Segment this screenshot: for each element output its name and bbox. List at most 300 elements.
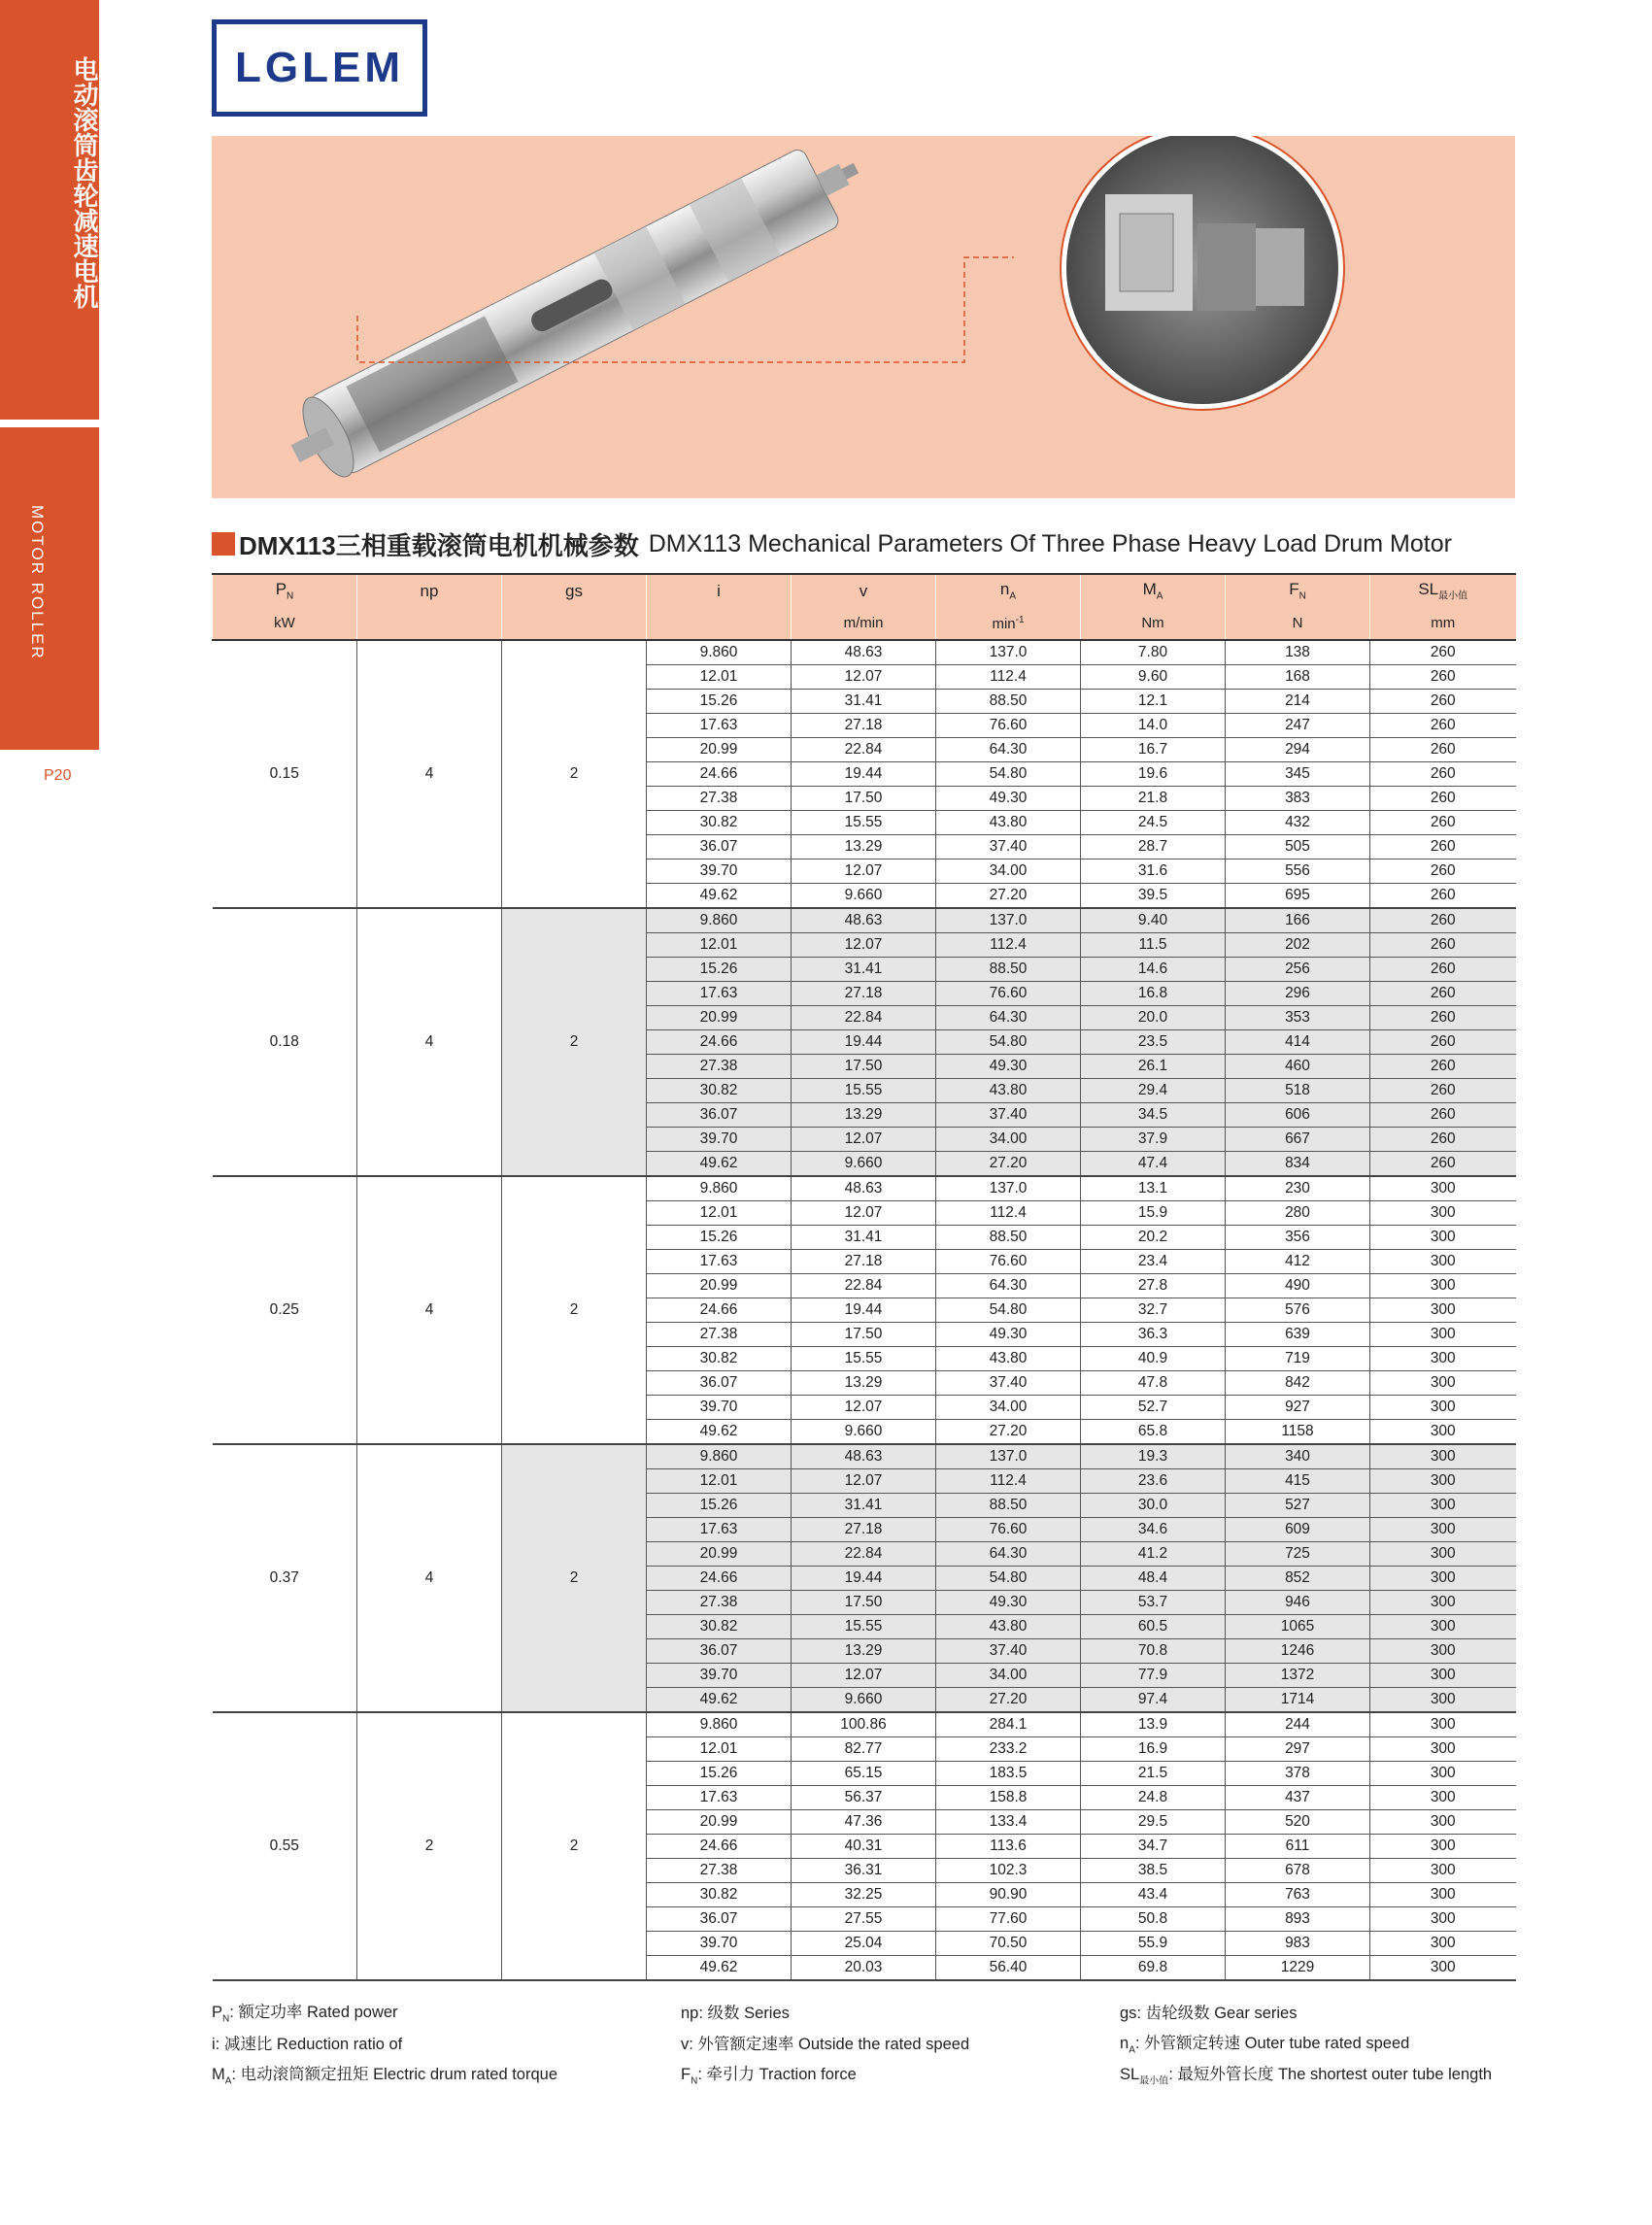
force-cell: 244 bbox=[1226, 1712, 1370, 1737]
torque-cell: 97.4 bbox=[1081, 1688, 1226, 1713]
force-cell: 353 bbox=[1226, 1006, 1370, 1030]
ratio-cell: 27.38 bbox=[647, 1323, 792, 1347]
ratio-cell: 39.70 bbox=[647, 1932, 792, 1956]
torque-cell: 16.8 bbox=[1081, 982, 1226, 1006]
torque-cell: 30.0 bbox=[1081, 1494, 1226, 1518]
rpm-cell: 37.40 bbox=[936, 835, 1081, 860]
rpm-cell: 43.80 bbox=[936, 1347, 1081, 1371]
torque-cell: 40.9 bbox=[1081, 1347, 1226, 1371]
speed-cell: 15.55 bbox=[792, 1347, 936, 1371]
rpm-cell: 54.80 bbox=[936, 1030, 1081, 1055]
ratio-cell: 9.860 bbox=[647, 640, 792, 665]
ratio-cell: 30.82 bbox=[647, 811, 792, 835]
rpm-cell: 137.0 bbox=[936, 1176, 1081, 1201]
rpm-cell: 56.40 bbox=[936, 1956, 1081, 1981]
force-cell: 834 bbox=[1226, 1152, 1370, 1177]
torque-cell: 53.7 bbox=[1081, 1591, 1226, 1615]
rpm-cell: 64.30 bbox=[936, 738, 1081, 762]
force-cell: 1714 bbox=[1226, 1688, 1370, 1713]
group-power-cell: 0.15 bbox=[213, 640, 357, 908]
torque-cell: 20.0 bbox=[1081, 1006, 1226, 1030]
torque-cell: 28.7 bbox=[1081, 835, 1226, 860]
torque-cell: 20.2 bbox=[1081, 1226, 1226, 1250]
force-cell: 852 bbox=[1226, 1567, 1370, 1591]
torque-cell: 29.5 bbox=[1081, 1810, 1226, 1835]
ratio-cell: 27.38 bbox=[647, 1591, 792, 1615]
ratio-cell: 39.70 bbox=[647, 1664, 792, 1688]
speed-cell: 31.41 bbox=[792, 1494, 936, 1518]
min-length-cell: 300 bbox=[1370, 1932, 1516, 1956]
min-length-cell: 300 bbox=[1370, 1737, 1516, 1762]
min-length-cell: 300 bbox=[1370, 1396, 1516, 1420]
ratio-cell: 39.70 bbox=[647, 1396, 792, 1420]
ratio-cell: 24.66 bbox=[647, 1030, 792, 1055]
header-fn: $F_N$ bbox=[1226, 574, 1370, 607]
unit-fn: N bbox=[1226, 607, 1370, 640]
rpm-cell: 64.30 bbox=[936, 1274, 1081, 1298]
force-cell: 166 bbox=[1226, 908, 1370, 933]
force-cell: 168 bbox=[1226, 665, 1370, 690]
legend-ma: $M_A$: 电动滚筒额定扭矩 Electric drum rated torque bbox=[212, 2065, 558, 2087]
min-length-cell: 300 bbox=[1370, 1907, 1516, 1932]
rpm-cell: 49.30 bbox=[936, 1591, 1081, 1615]
speed-cell: 20.03 bbox=[792, 1956, 936, 1981]
min-length-cell: 300 bbox=[1370, 1371, 1516, 1396]
rpm-cell: 54.80 bbox=[936, 1298, 1081, 1323]
unit-v: m/min bbox=[792, 607, 936, 640]
force-cell: 296 bbox=[1226, 982, 1370, 1006]
rpm-cell: 54.80 bbox=[936, 762, 1081, 787]
min-length-cell: 260 bbox=[1370, 640, 1516, 665]
ratio-cell: 24.66 bbox=[647, 1298, 792, 1323]
group-gear-stages-cell: 2 bbox=[502, 908, 647, 1176]
header-gs: gs bbox=[502, 574, 647, 607]
speed-cell: 19.44 bbox=[792, 762, 936, 787]
legend-i: i: 减速比 Reduction ratio of bbox=[212, 2036, 403, 2053]
speed-cell: 9.660 bbox=[792, 884, 936, 909]
ratio-cell: 27.38 bbox=[647, 1859, 792, 1883]
header-na: $n_A$ bbox=[936, 574, 1081, 607]
rpm-cell: 137.0 bbox=[936, 1444, 1081, 1469]
rpm-cell: 34.00 bbox=[936, 1128, 1081, 1152]
speed-cell: 17.50 bbox=[792, 787, 936, 811]
sidebar-english-title: MOTOR ROLLER bbox=[28, 505, 47, 660]
speed-cell: 25.04 bbox=[792, 1932, 936, 1956]
force-cell: 983 bbox=[1226, 1932, 1370, 1956]
min-length-cell: 260 bbox=[1370, 982, 1516, 1006]
group-gear-stages-cell: 2 bbox=[502, 1712, 647, 1980]
ratio-cell: 24.66 bbox=[647, 1835, 792, 1859]
legend-row bbox=[212, 1996, 1515, 2027]
force-cell: 946 bbox=[1226, 1591, 1370, 1615]
ratio-cell: 27.38 bbox=[647, 1055, 792, 1079]
speed-cell: 22.84 bbox=[792, 1542, 936, 1567]
unit-gs bbox=[502, 607, 647, 640]
min-length-cell: 300 bbox=[1370, 1250, 1516, 1274]
ratio-cell: 12.01 bbox=[647, 933, 792, 958]
speed-cell: 12.07 bbox=[792, 1664, 936, 1688]
force-cell: 606 bbox=[1226, 1103, 1370, 1128]
torque-cell: 47.8 bbox=[1081, 1371, 1226, 1396]
legend-np: np: 级数 Series bbox=[681, 2005, 790, 2022]
ratio-cell: 24.66 bbox=[647, 1567, 792, 1591]
min-length-cell: 260 bbox=[1370, 787, 1516, 811]
ratio-cell: 24.66 bbox=[647, 762, 792, 787]
min-length-cell: 300 bbox=[1370, 1591, 1516, 1615]
min-length-cell: 260 bbox=[1370, 884, 1516, 909]
min-length-cell: 300 bbox=[1370, 1835, 1516, 1859]
force-cell: 294 bbox=[1226, 738, 1370, 762]
rpm-cell: 37.40 bbox=[936, 1371, 1081, 1396]
speed-cell: 12.07 bbox=[792, 1396, 936, 1420]
speed-cell: 15.55 bbox=[792, 1079, 936, 1103]
header-pn: $P_N$ bbox=[213, 574, 357, 607]
force-cell: 256 bbox=[1226, 958, 1370, 982]
rpm-cell: 43.80 bbox=[936, 1079, 1081, 1103]
torque-cell: 34.6 bbox=[1081, 1518, 1226, 1542]
force-cell: 927 bbox=[1226, 1396, 1370, 1420]
min-length-cell: 260 bbox=[1370, 908, 1516, 933]
force-cell: 611 bbox=[1226, 1835, 1370, 1859]
min-length-cell: 260 bbox=[1370, 738, 1516, 762]
min-length-cell: 260 bbox=[1370, 1128, 1516, 1152]
torque-cell: 14.0 bbox=[1081, 714, 1226, 738]
force-cell: 297 bbox=[1226, 1737, 1370, 1762]
torque-cell: 24.5 bbox=[1081, 811, 1226, 835]
rpm-cell: 137.0 bbox=[936, 908, 1081, 933]
group-poles-cell: 4 bbox=[357, 1176, 502, 1444]
torque-cell: 70.8 bbox=[1081, 1639, 1226, 1664]
brand-logo-text: LGLEM bbox=[235, 44, 404, 91]
speed-cell: 13.29 bbox=[792, 1371, 936, 1396]
torque-cell: 23.4 bbox=[1081, 1250, 1226, 1274]
min-length-cell: 300 bbox=[1370, 1615, 1516, 1639]
min-length-cell: 300 bbox=[1370, 1762, 1516, 1786]
force-cell: 678 bbox=[1226, 1859, 1370, 1883]
speed-cell: 100.86 bbox=[792, 1712, 936, 1737]
force-cell: 639 bbox=[1226, 1323, 1370, 1347]
force-cell: 518 bbox=[1226, 1079, 1370, 1103]
force-cell: 719 bbox=[1226, 1347, 1370, 1371]
speed-cell: 12.07 bbox=[792, 933, 936, 958]
min-length-cell: 300 bbox=[1370, 1542, 1516, 1567]
ratio-cell: 30.82 bbox=[647, 1347, 792, 1371]
min-length-cell: 260 bbox=[1370, 1079, 1516, 1103]
force-cell: 763 bbox=[1226, 1883, 1370, 1907]
unit-ma: Nm bbox=[1081, 607, 1226, 640]
legend-sl: $SL_{最小值}$: 最短外管长度 The shortest outer tube length bbox=[1120, 2065, 1493, 2087]
ratio-cell: 36.07 bbox=[647, 835, 792, 860]
min-length-cell: 300 bbox=[1370, 1444, 1516, 1469]
header-i: i bbox=[647, 574, 792, 607]
force-cell: 138 bbox=[1226, 640, 1370, 665]
force-cell: 280 bbox=[1226, 1201, 1370, 1226]
speed-cell: 56.37 bbox=[792, 1786, 936, 1810]
rpm-cell: 112.4 bbox=[936, 665, 1081, 690]
ratio-cell: 49.62 bbox=[647, 1688, 792, 1713]
ratio-cell: 15.26 bbox=[647, 1226, 792, 1250]
ratio-cell: 36.07 bbox=[647, 1639, 792, 1664]
force-cell: 247 bbox=[1226, 714, 1370, 738]
rpm-cell: 112.4 bbox=[936, 933, 1081, 958]
torque-cell: 16.7 bbox=[1081, 738, 1226, 762]
unit-np bbox=[357, 607, 502, 640]
min-length-cell: 260 bbox=[1370, 860, 1516, 884]
torque-cell: 41.2 bbox=[1081, 1542, 1226, 1567]
speed-cell: 15.55 bbox=[792, 811, 936, 835]
group-gear-stages-cell: 2 bbox=[502, 1176, 647, 1444]
torque-cell: 14.6 bbox=[1081, 958, 1226, 982]
rpm-cell: 37.40 bbox=[936, 1639, 1081, 1664]
torque-cell: 48.4 bbox=[1081, 1567, 1226, 1591]
legend-v: v: 外管额定速率 Outside the rated speed bbox=[681, 2036, 970, 2053]
section-heading bbox=[212, 526, 1452, 561]
rpm-cell: 137.0 bbox=[936, 640, 1081, 665]
force-cell: 415 bbox=[1226, 1469, 1370, 1494]
torque-cell: 39.5 bbox=[1081, 884, 1226, 909]
speed-cell: 22.84 bbox=[792, 738, 936, 762]
torque-cell: 31.6 bbox=[1081, 860, 1226, 884]
force-cell: 725 bbox=[1226, 1542, 1370, 1567]
speed-cell: 12.07 bbox=[792, 1128, 936, 1152]
speed-cell: 12.07 bbox=[792, 665, 936, 690]
legend-row bbox=[212, 2027, 1515, 2058]
torque-cell: 21.5 bbox=[1081, 1762, 1226, 1786]
rpm-cell: 27.20 bbox=[936, 884, 1081, 909]
rpm-cell: 76.60 bbox=[936, 1518, 1081, 1542]
ratio-cell: 9.860 bbox=[647, 1712, 792, 1737]
header-symbol-row bbox=[213, 574, 1516, 607]
min-length-cell: 300 bbox=[1370, 1859, 1516, 1883]
ratio-cell: 39.70 bbox=[647, 860, 792, 884]
unit-pn: kW bbox=[213, 607, 357, 640]
rpm-cell: 70.50 bbox=[936, 1932, 1081, 1956]
speed-cell: 27.18 bbox=[792, 982, 936, 1006]
force-cell: 437 bbox=[1226, 1786, 1370, 1810]
speed-cell: 17.50 bbox=[792, 1055, 936, 1079]
group-power-cell: 0.25 bbox=[213, 1176, 357, 1444]
ratio-cell: 27.38 bbox=[647, 787, 792, 811]
rpm-cell: 34.00 bbox=[936, 860, 1081, 884]
group-power-cell: 0.37 bbox=[213, 1444, 357, 1712]
torque-cell: 13.9 bbox=[1081, 1712, 1226, 1737]
speed-cell: 13.29 bbox=[792, 1103, 936, 1128]
min-length-cell: 300 bbox=[1370, 1226, 1516, 1250]
force-cell: 520 bbox=[1226, 1810, 1370, 1835]
speed-cell: 48.63 bbox=[792, 640, 936, 665]
min-length-cell: 300 bbox=[1370, 1664, 1516, 1688]
product-hero-image bbox=[212, 136, 1515, 498]
force-cell: 1065 bbox=[1226, 1615, 1370, 1639]
rpm-cell: 90.90 bbox=[936, 1883, 1081, 1907]
ratio-cell: 20.99 bbox=[647, 738, 792, 762]
brand-logo bbox=[212, 19, 427, 117]
torque-cell: 50.8 bbox=[1081, 1907, 1226, 1932]
speed-cell: 31.41 bbox=[792, 1226, 936, 1250]
force-cell: 414 bbox=[1226, 1030, 1370, 1055]
speed-cell: 22.84 bbox=[792, 1274, 936, 1298]
min-length-cell: 300 bbox=[1370, 1176, 1516, 1201]
torque-cell: 55.9 bbox=[1081, 1932, 1226, 1956]
ratio-cell: 12.01 bbox=[647, 1469, 792, 1494]
ratio-cell: 39.70 bbox=[647, 1128, 792, 1152]
rpm-cell: 113.6 bbox=[936, 1835, 1081, 1859]
torque-cell: 24.8 bbox=[1081, 1786, 1226, 1810]
rpm-cell: 54.80 bbox=[936, 1567, 1081, 1591]
rpm-cell: 64.30 bbox=[936, 1006, 1081, 1030]
rpm-cell: 34.00 bbox=[936, 1396, 1081, 1420]
force-cell: 1372 bbox=[1226, 1664, 1370, 1688]
min-length-cell: 300 bbox=[1370, 1712, 1516, 1737]
torque-cell: 60.5 bbox=[1081, 1615, 1226, 1639]
min-length-cell: 300 bbox=[1370, 1883, 1516, 1907]
section-marker-square bbox=[212, 532, 235, 556]
min-length-cell: 260 bbox=[1370, 835, 1516, 860]
torque-cell: 36.3 bbox=[1081, 1323, 1226, 1347]
ratio-cell: 17.63 bbox=[647, 1786, 792, 1810]
ratio-cell: 17.63 bbox=[647, 1250, 792, 1274]
min-length-cell: 260 bbox=[1370, 762, 1516, 787]
torque-cell: 52.7 bbox=[1081, 1396, 1226, 1420]
speed-cell: 32.25 bbox=[792, 1883, 936, 1907]
ratio-cell: 15.26 bbox=[647, 1494, 792, 1518]
table-row bbox=[213, 640, 1516, 665]
ratio-cell: 15.26 bbox=[647, 958, 792, 982]
rpm-cell: 112.4 bbox=[936, 1469, 1081, 1494]
rpm-cell: 76.60 bbox=[936, 1250, 1081, 1274]
ratio-cell: 30.82 bbox=[647, 1079, 792, 1103]
force-cell: 490 bbox=[1226, 1274, 1370, 1298]
min-length-cell: 300 bbox=[1370, 1420, 1516, 1445]
legend-row bbox=[212, 2058, 1515, 2089]
force-cell: 842 bbox=[1226, 1371, 1370, 1396]
rpm-cell: 27.20 bbox=[936, 1420, 1081, 1445]
speed-cell: 48.63 bbox=[792, 908, 936, 933]
torque-cell: 32.7 bbox=[1081, 1298, 1226, 1323]
speed-cell: 19.44 bbox=[792, 1567, 936, 1591]
force-cell: 609 bbox=[1226, 1518, 1370, 1542]
force-cell: 230 bbox=[1226, 1176, 1370, 1201]
ratio-cell: 49.62 bbox=[647, 884, 792, 909]
ratio-cell: 49.62 bbox=[647, 1152, 792, 1177]
rpm-cell: 49.30 bbox=[936, 1055, 1081, 1079]
group-poles-cell: 4 bbox=[357, 1444, 502, 1712]
min-length-cell: 300 bbox=[1370, 1518, 1516, 1542]
rpm-cell: 284.1 bbox=[936, 1712, 1081, 1737]
force-cell: 378 bbox=[1226, 1762, 1370, 1786]
min-length-cell: 300 bbox=[1370, 1274, 1516, 1298]
rpm-cell: 102.3 bbox=[936, 1859, 1081, 1883]
rpm-cell: 64.30 bbox=[936, 1542, 1081, 1567]
ratio-cell: 12.01 bbox=[647, 1201, 792, 1226]
header-unit-row bbox=[213, 607, 1516, 640]
ratio-cell: 15.26 bbox=[647, 690, 792, 714]
torque-cell: 77.9 bbox=[1081, 1664, 1226, 1688]
rpm-cell: 133.4 bbox=[936, 1810, 1081, 1835]
rpm-cell: 76.60 bbox=[936, 982, 1081, 1006]
speed-cell: 22.84 bbox=[792, 1006, 936, 1030]
rpm-cell: 37.40 bbox=[936, 1103, 1081, 1128]
table-row bbox=[213, 1176, 1516, 1201]
speed-cell: 13.29 bbox=[792, 835, 936, 860]
rpm-cell: 233.2 bbox=[936, 1737, 1081, 1762]
page-number: P20 bbox=[44, 767, 72, 784]
group-gear-stages-cell: 2 bbox=[502, 640, 647, 908]
force-cell: 432 bbox=[1226, 811, 1370, 835]
ratio-cell: 17.63 bbox=[647, 714, 792, 738]
header-np: np bbox=[357, 574, 502, 607]
speed-cell: 48.63 bbox=[792, 1444, 936, 1469]
sidebar-orange-bottom bbox=[0, 427, 99, 748]
ratio-cell: 12.01 bbox=[647, 665, 792, 690]
force-cell: 345 bbox=[1226, 762, 1370, 787]
ratio-cell: 9.860 bbox=[647, 1176, 792, 1201]
speed-cell: 48.63 bbox=[792, 1176, 936, 1201]
symbol-legend bbox=[212, 1996, 1515, 2089]
force-cell: 1229 bbox=[1226, 1956, 1370, 1981]
ratio-cell: 49.62 bbox=[647, 1956, 792, 1981]
torque-cell: 11.5 bbox=[1081, 933, 1226, 958]
speed-cell: 9.660 bbox=[792, 1152, 936, 1177]
legend-pn: $P_N$: 额定功率 Rated power bbox=[212, 2003, 398, 2025]
speed-cell: 13.29 bbox=[792, 1639, 936, 1664]
header-v: v bbox=[792, 574, 936, 607]
torque-cell: 26.1 bbox=[1081, 1055, 1226, 1079]
speed-cell: 82.77 bbox=[792, 1737, 936, 1762]
legend-gs: gs: 齿轮级数 Gear series bbox=[1120, 2005, 1298, 2022]
unit-i bbox=[647, 607, 792, 640]
legend-fn: $F_N$: 牵引力 Traction force bbox=[681, 2065, 857, 2087]
torque-cell: 15.9 bbox=[1081, 1201, 1226, 1226]
speed-cell: 15.55 bbox=[792, 1615, 936, 1639]
min-length-cell: 260 bbox=[1370, 690, 1516, 714]
sidebar-divider bbox=[0, 748, 99, 750]
torque-cell: 38.5 bbox=[1081, 1859, 1226, 1883]
rpm-cell: 77.60 bbox=[936, 1907, 1081, 1932]
ratio-cell: 20.99 bbox=[647, 1274, 792, 1298]
speed-cell: 19.44 bbox=[792, 1030, 936, 1055]
rpm-cell: 43.80 bbox=[936, 811, 1081, 835]
ratio-cell: 30.82 bbox=[647, 1615, 792, 1639]
ratio-cell: 9.860 bbox=[647, 908, 792, 933]
force-cell: 556 bbox=[1226, 860, 1370, 884]
torque-cell: 27.8 bbox=[1081, 1274, 1226, 1298]
min-length-cell: 260 bbox=[1370, 1055, 1516, 1079]
section-title-chinese: DMX113三相重载滚筒电机机械参数 bbox=[239, 530, 639, 560]
rpm-cell: 43.80 bbox=[936, 1615, 1081, 1639]
ratio-cell: 20.99 bbox=[647, 1542, 792, 1567]
speed-cell: 27.55 bbox=[792, 1907, 936, 1932]
torque-cell: 16.9 bbox=[1081, 1737, 1226, 1762]
speed-cell: 27.18 bbox=[792, 1250, 936, 1274]
torque-cell: 34.7 bbox=[1081, 1835, 1226, 1859]
speed-cell: 12.07 bbox=[792, 860, 936, 884]
force-cell: 527 bbox=[1226, 1494, 1370, 1518]
min-length-cell: 300 bbox=[1370, 1688, 1516, 1713]
torque-cell: 12.1 bbox=[1081, 690, 1226, 714]
force-cell: 460 bbox=[1226, 1055, 1370, 1079]
torque-cell: 21.8 bbox=[1081, 787, 1226, 811]
speed-cell: 27.18 bbox=[792, 714, 936, 738]
min-length-cell: 300 bbox=[1370, 1786, 1516, 1810]
rpm-cell: 158.8 bbox=[936, 1786, 1081, 1810]
speed-cell: 31.41 bbox=[792, 690, 936, 714]
min-length-cell: 260 bbox=[1370, 811, 1516, 835]
speed-cell: 47.36 bbox=[792, 1810, 936, 1835]
min-length-cell: 300 bbox=[1370, 1567, 1516, 1591]
torque-cell: 65.8 bbox=[1081, 1420, 1226, 1445]
force-cell: 202 bbox=[1226, 933, 1370, 958]
